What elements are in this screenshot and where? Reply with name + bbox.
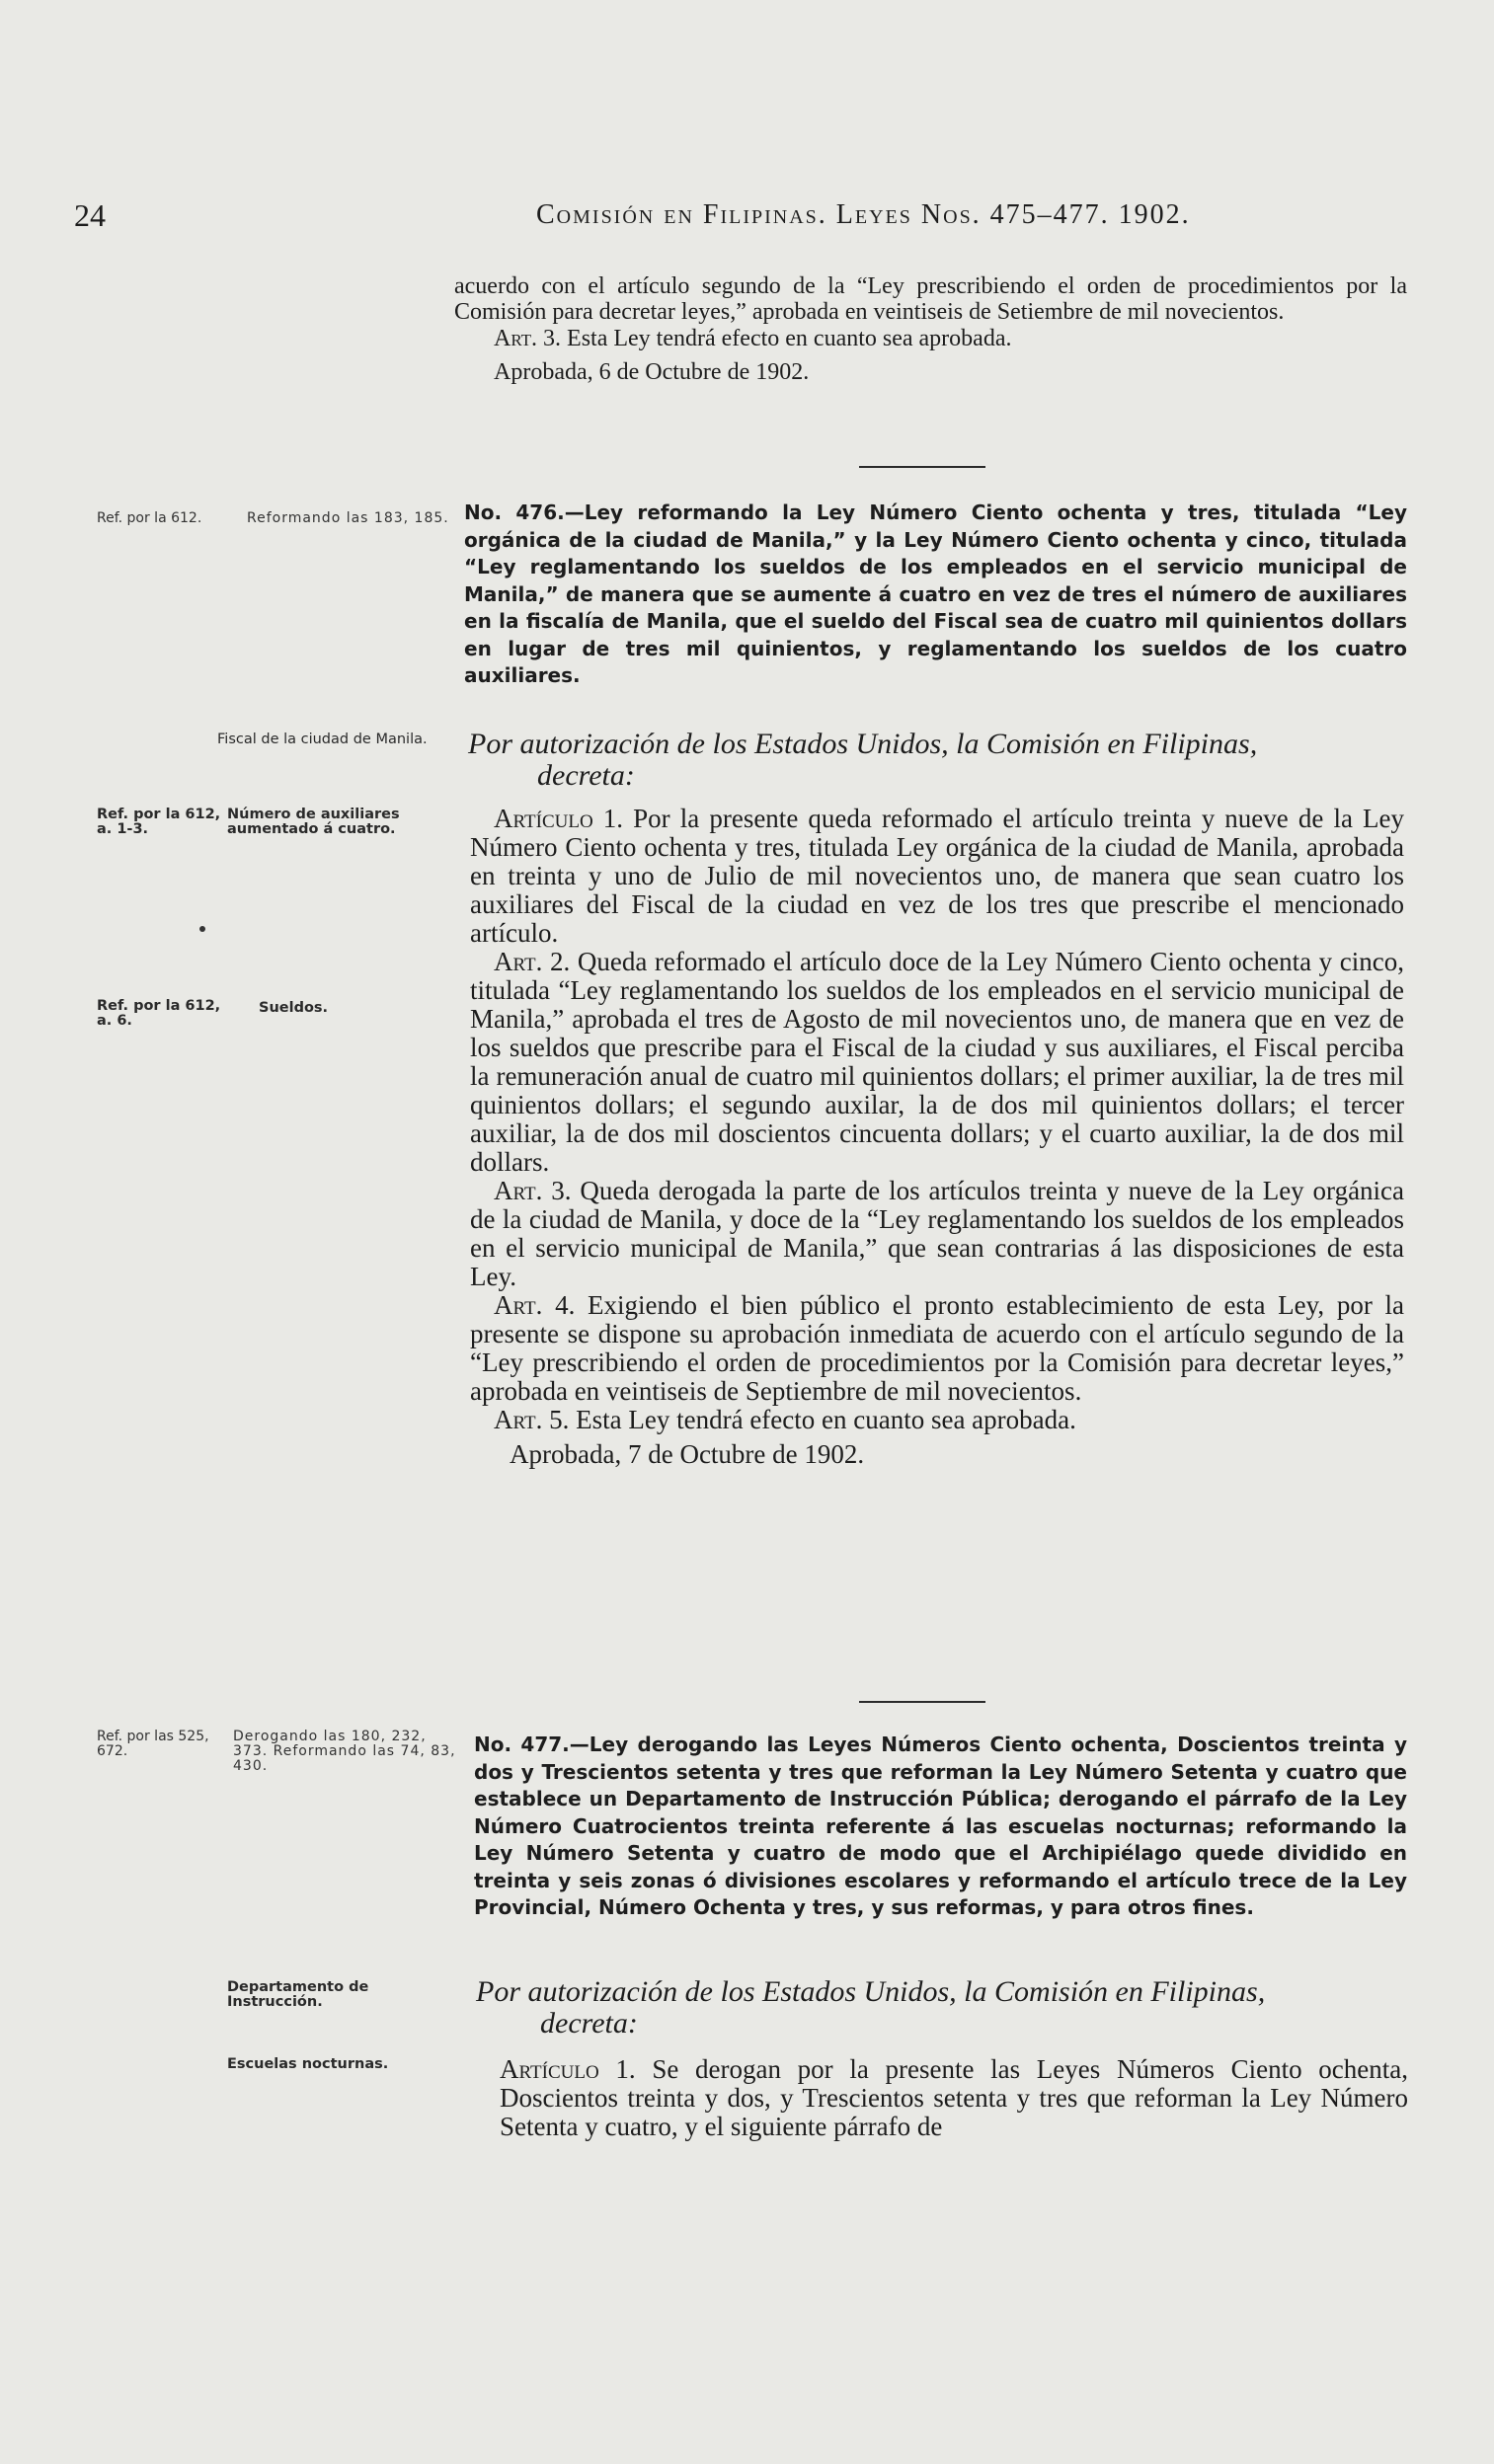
law476-art1-label: Artículo 1. <box>494 804 624 833</box>
law476-title-text: —Ley reformando la Ley Número Ciento ochenta y tres, titulada “Ley orgánica de la ciudad de Manila,” y la Ley Número Ciento ochenta y cinco, titulada “Ley reglamentando los sueldos de los empleados en el servicio municipal de Manila,” de manera que se aumente á cuatro en vez de tres el número de auxiliares en la fiscalía de Manila, que el sueldo del Fiscal sea de cuatro mil quinientos dollars en lugar de tres mil quinientos, y reglamentando los sueldos de los cuatro auxiliares. <box>464 500 1408 687</box>
law476-art2-label: Art. 2. <box>494 947 571 976</box>
law476-art5-label: Art. 5. <box>494 1405 570 1434</box>
law476-margin-aux: Número de auxiliares aumentado á cuatro. <box>227 807 400 837</box>
law475-continuation: acuerdo con el artículo segundo de la “Ley prescribiendo el orden de procedimientos por la Comisión para decretar leyes,” aprobada en veintiseis de Setiembre de mil novecientos. <box>454 273 1407 325</box>
law477-margin-reforms: Derogando las 180, 232, 373. Reformando las 74, 83, 430. <box>233 1729 456 1774</box>
running-title: Comisión en Filipinas. Leyes Nos. 475–477. 1902. <box>536 199 1191 230</box>
law476-margin-reforms: Reformando las 183, 185. <box>247 510 449 526</box>
law477-art1 <box>500 2055 1408 2141</box>
divider-rule <box>859 466 985 468</box>
law476-margin-ref3: Ref. por la 612, a. 6. <box>97 998 221 1029</box>
law476-art3-label: Art. 3. <box>494 1176 572 1205</box>
law477-title <box>474 1732 1407 1922</box>
law476-art1-text: Por la presente queda reformado el artículo treinta y nueve de la Ley Número Ciento ochenta y tres, titulada Ley orgánica de la ciudad de Manila, aprobada en treinta y uno de Julio de mil novecientos uno, de manera que sean cuatro los auxiliares del Fiscal de la ciudad en vez de los tres que prescribe el mencionado artículo. <box>470 804 1405 948</box>
law476-art2 <box>470 948 1404 1177</box>
law477-title-text: —Ley derogando las Leyes Números Ciento ochenta, Doscientos treinta y dos y Trescientos setenta y tres que reforman la Ley Número Setenta y cuatro que establece un Departamento de Instrucción Pública; derogando el párrafo de la Ley Número Cuatrocientos treinta referente á las escuelas nocturnas; reformando la Ley Número Setenta y cuatro de modo que el Archipiélago quede dividido en treinta y seis zonas ó divisiones escolares y reformando el artículo trece de la Ley Provincial, Número Ochenta y tres, y sus reformas, y para otros fines. <box>474 1732 1407 1919</box>
law476-art5 <box>470 1406 1404 1434</box>
law477-art1-label: Artículo 1. <box>500 2054 636 2084</box>
law476-decree-line2: decreta: <box>537 759 635 792</box>
law476-number: No. 476. <box>464 500 565 524</box>
law476-art4-text: Exigiendo el bien público el pronto establecimiento de esta Ley, por la presente se dispone su aprobación inmediata de acuerdo con el artículo segundo de la “Ley prescribiendo el orden de procedimientos por la Comisión para decretar leyes,” aprobada en veintiseis de Septiembre de mil novecientos. <box>470 1290 1405 1406</box>
law477-margin-escuelas: Escuelas nocturnas. <box>227 2056 389 2072</box>
law477-decree-line1: Por autorización de los Estados Unidos, la Comisión en Filipinas, <box>476 1975 1266 2008</box>
law477-decree-line2: decreta: <box>540 2007 638 2040</box>
law476-art2-text: Queda reformado el artículo doce de la Ley Número Ciento ochenta y cinco, titulada “Ley reglamentando los sueldos de los empleados en el servicio municipal de Manila,” aprobada el tres de Agosto de mil novecientos uno, de manera que en vez de los sueldos que prescribe para el Fiscal de la ciudad y sus auxiliares, el Fiscal perciba la remuneración anual de cuatro mil quinientos dollars; el primer auxiliar, la de tres mil quinientos dollars; el segundo auxilar, la de dos mil quinientos dollars; el tercer auxiliar, la de dos mil doscientos cincuenta dollars; y el cuarto auxiliar, la de dos mil dollars. <box>470 947 1405 1177</box>
law475-approved: Aprobada, 6 de Octubre de 1902. <box>494 358 810 385</box>
law476-art3 <box>470 1177 1404 1291</box>
law477-body <box>500 2055 1408 2141</box>
law476-art1 <box>470 805 1404 948</box>
law476-decree <box>468 729 1416 792</box>
law477-margin-dept: Departamento de Instrucción. <box>227 1979 369 2010</box>
law476-body <box>470 805 1404 1469</box>
law476-margin-fiscal: Fiscal de la ciudad de Manila. <box>217 732 428 747</box>
law477-margin-ref: Ref. por las 525, 672. <box>97 1729 209 1759</box>
law476-margin-sueldos: Sueldos. <box>259 1000 329 1016</box>
law476-art5-text: Esta Ley tendrá efecto en cuanto sea aprobada. <box>576 1405 1076 1434</box>
margin-dot <box>199 926 205 932</box>
law476-margin-ref: Ref. por la 612. <box>97 510 202 526</box>
law477-number: No. 477. <box>474 1732 570 1756</box>
law476-art4 <box>470 1291 1404 1406</box>
law475-art3 <box>454 327 1407 352</box>
divider-rule <box>859 1701 985 1703</box>
law475-art3-text: Esta Ley tendrá efecto en cuanto sea aprobada. <box>567 326 1012 351</box>
law475-end <box>454 274 1407 385</box>
page-header <box>74 197 1407 237</box>
law477-art1-text: Se derogan por la presente las Leyes Números Ciento ochenta, Doscientos treinta y dos, y Trescientos setenta y tres que reforman la Ley Número Setenta y cuatro, y el siguiente párrafo de <box>500 2054 1409 2141</box>
law476-decree-line1: Por autorización de los Estados Unidos, la Comisión en Filipinas, <box>468 728 1258 760</box>
law477-decree <box>476 1976 1414 2040</box>
law476-margin-ref2: Ref. por la 612, a. 1-3. <box>97 807 221 837</box>
law476-art3-text: Queda derogada la parte de los artículos treinta y nueve de la Ley orgánica de la ciudad de Manila, y doce de la “Ley reglamentando los sueldos de los empleados en el servicio municipal de Manila,” que sean contrarias á las disposiciones de esta Ley. <box>470 1176 1405 1291</box>
law476-title <box>464 500 1407 690</box>
law476-approved: Aprobada, 7 de Octubre de 1902. <box>510 1439 865 1469</box>
page-number: 24 <box>74 197 106 233</box>
law475-art3-label: Art. 3. <box>494 326 562 351</box>
law476-art4-label: Art. 4. <box>494 1290 576 1320</box>
